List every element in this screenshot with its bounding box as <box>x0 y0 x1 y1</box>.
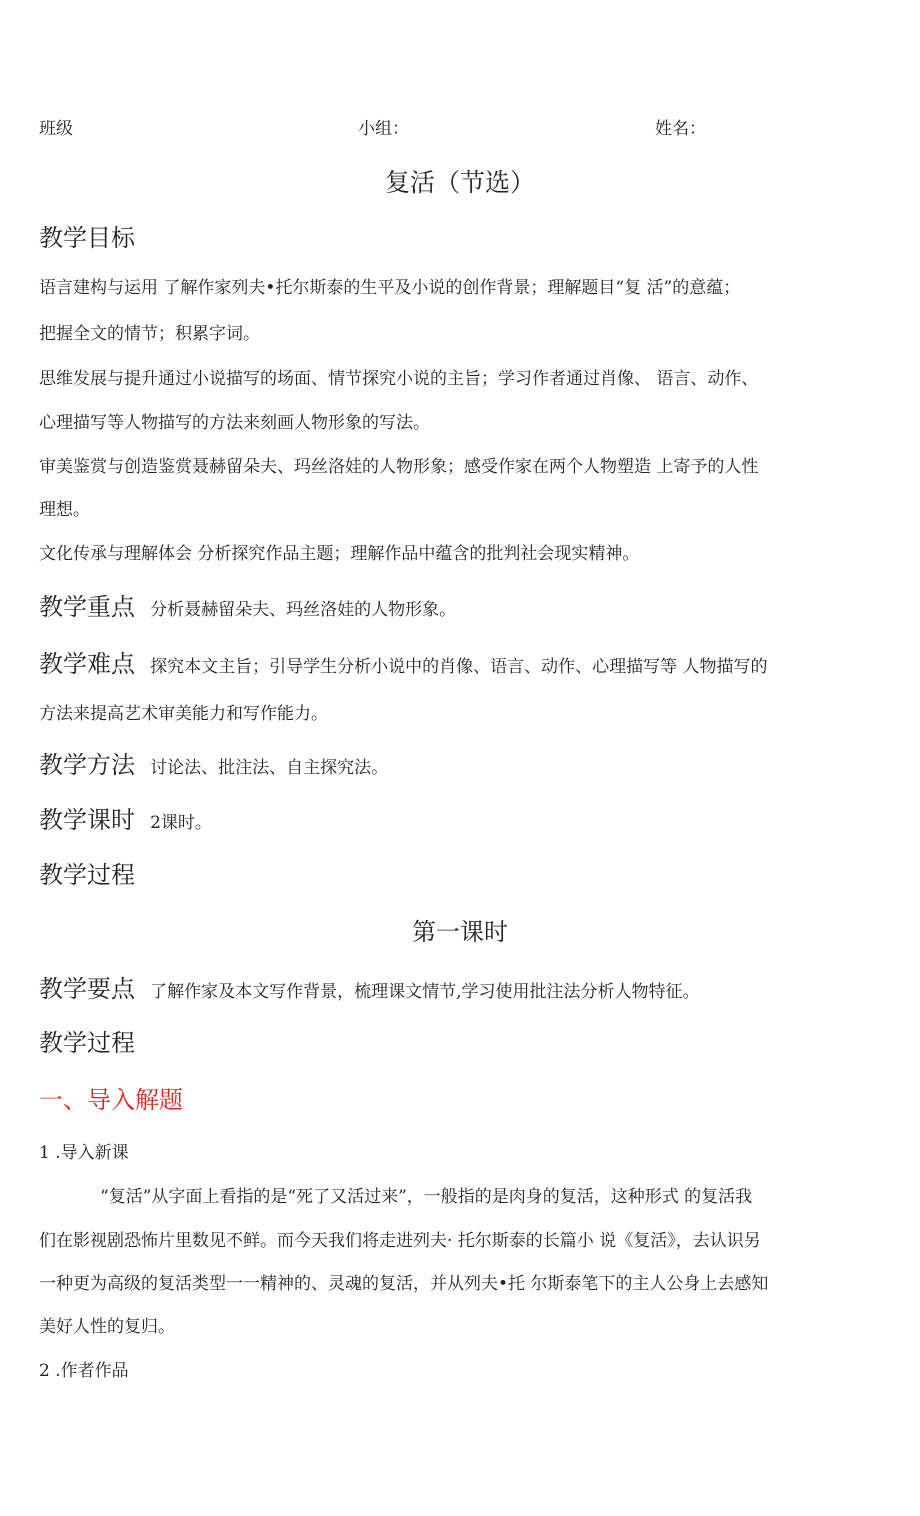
lesson-points-label: 教学要点 <box>39 975 135 1003</box>
goals-line: 审美鉴赏与创造鉴赏聂赫留朵夫、玛丝洛娃的人物形象；感受作家在两个人物塑造 上寄予的人性 <box>39 457 759 477</box>
process-heading: 教学过程 <box>39 1029 135 1057</box>
goals-line: 把握全文的情节；积累字词。 <box>39 324 260 344</box>
method-row <box>39 745 388 780</box>
document-title: 复活（节选） <box>384 168 535 197</box>
paragraph-line: 美好人性的复归。 <box>39 1317 175 1337</box>
name-label: 姓名： <box>655 119 706 139</box>
hours-text: 2课时。 <box>150 813 212 833</box>
process-heading: 教学过程 <box>39 861 135 889</box>
difficulty-label: 教学难点 <box>39 650 135 678</box>
key-point-label: 教学重点 <box>39 593 135 621</box>
goals-heading: 教学目标 <box>39 224 135 252</box>
group-label: 小组： <box>358 119 409 139</box>
paragraph-line: 一种更为高级的复活类型一一精神的、灵魂的复活，并从列夫•托 尔斯泰笔下的主人公身上去感知 <box>39 1274 769 1294</box>
item-heading: 1 .导入新课 <box>39 1143 129 1163</box>
method-text: 讨论法、批注法、自主探究法。 <box>150 758 389 778</box>
lesson-title: 第一课时 <box>412 918 508 946</box>
key-point-row <box>39 587 456 622</box>
goals-line: 思维发展与提升通过小说描写的场面、情节探究小说的主旨；学习作者通过肖像、 语言、动作、 <box>39 369 759 389</box>
class-label: 班级 <box>39 119 73 139</box>
goals-line: 心理描写等人物描写的方法来刻画人物形象的写法。 <box>39 413 430 433</box>
hours-label: 教学课时 <box>39 806 135 834</box>
method-label: 教学方法 <box>39 751 135 779</box>
difficulty-text-cont: 方法来提高艺术审美能力和写作能力。 <box>39 704 328 724</box>
lesson-points-text: 了解作家及本文写作背景，梳理课文情节,学习使用批注法分析人物特征。 <box>150 982 700 1002</box>
goals-line: 理想。 <box>39 500 90 520</box>
goals-line: 文化传承与理解体会 分析探究作品主题；理解作品中蕴含的批判社会现实精神。 <box>39 544 640 564</box>
goals-line: 语言建构与运用 了解作家列夫•托尔斯泰的生平及小说的创作背景；理解题目“复 活”的意蕴； <box>39 278 741 298</box>
section-heading: 一、导入解题 <box>39 1086 183 1114</box>
paragraph-line: “复活”从字面上看指的是“死了又活过来”，一般指的是肉身的复活，这种形式 的复活我 <box>100 1187 753 1207</box>
key-point-text: 分析聂赫留朵夫、玛丝洛娃的人物形象。 <box>150 600 457 620</box>
item-heading: 2 .作者作品 <box>39 1361 129 1381</box>
difficulty-text: 探究本文主旨；引导学生分析小说中的肖像、语言、动作、心理描写等 人物描写的 <box>150 657 768 677</box>
difficulty-row <box>39 644 768 679</box>
lesson-points-row <box>39 969 700 1004</box>
hours-row <box>39 800 212 835</box>
paragraph-line: 们在影视剧恐怖片里数见不鲜。而今天我们将走进列夫· 托尔斯泰的长篇小 说《复活》，去认识另 <box>39 1231 761 1251</box>
